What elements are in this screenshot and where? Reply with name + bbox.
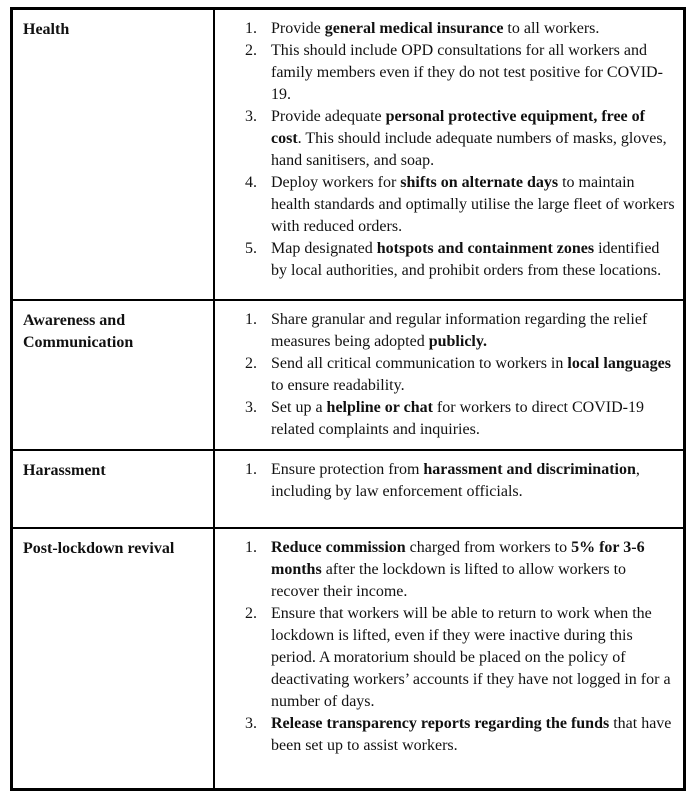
text-segment: that have been set up to assist workers.	[271, 715, 672, 754]
bold-text-segment: shifts on alternate days	[400, 174, 559, 191]
text-segment: charged from workers to	[405, 539, 572, 556]
list-item	[271, 309, 675, 353]
bold-text-segment: helpline or chat	[326, 399, 433, 416]
list-item	[271, 353, 675, 397]
category-cell	[13, 451, 215, 527]
text-segment: This should include OPD consultations for all workers and family members even if they do not test positive for COVID-19.	[271, 42, 663, 103]
list-item	[271, 537, 675, 603]
item-list	[215, 18, 675, 282]
text-segment: Provide adequate	[271, 108, 386, 125]
category-label: Health	[23, 21, 70, 38]
bold-text-segment: general medical insurance	[324, 20, 504, 37]
table-row	[13, 10, 683, 299]
item-list	[215, 309, 675, 441]
item-list	[215, 459, 675, 503]
text-segment: Ensure protection from	[271, 461, 424, 478]
text-segment: Share granular and regular information regarding the relief measures being adopted	[271, 311, 648, 350]
category-cell	[13, 529, 215, 788]
text-segment: Deploy workers for	[271, 174, 401, 191]
list-item	[271, 459, 675, 503]
text-segment: . This should include adequate numbers of masks, gloves, hand sanitisers, and soap.	[271, 130, 667, 169]
text-segment: to maintain health standards and optimally utilise the large fleet of workers with reduced orders.	[271, 174, 675, 235]
list-item	[271, 106, 675, 172]
text-segment: for workers to direct COVID-19 related complaints and inquiries.	[271, 399, 644, 438]
text-segment: identified by local authorities, and prohibit orders from these locations.	[271, 240, 662, 279]
bold-text-segment: personal protective equipment, free of cost	[271, 108, 645, 147]
text-segment: , including by law enforcement officials.	[271, 461, 640, 500]
list-item	[271, 397, 675, 441]
list-item	[271, 18, 675, 40]
item-list	[215, 537, 675, 757]
text-segment: Ensure that workers will be able to return to work when the lockdown is lifted, even if they were inactive during this period. A moratorium should be placed on the policy of deactivating workers’ accounts if they have not logged in for a number of days.	[271, 605, 671, 710]
category-label: Harassment	[23, 462, 106, 479]
items-cell	[215, 301, 683, 449]
table-row	[13, 299, 683, 449]
category-cell	[13, 301, 215, 449]
category-cell	[13, 10, 215, 299]
list-item	[271, 238, 675, 282]
text-segment: Set up a	[271, 399, 327, 416]
text-segment: Provide	[271, 20, 325, 37]
bold-text-segment: 5% for 3-6 months	[271, 539, 645, 578]
items-cell	[215, 10, 683, 299]
relief-measures-table	[10, 7, 686, 791]
text-segment: Map designated	[271, 240, 377, 257]
text-segment: Send all critical communication to workers in	[271, 355, 568, 372]
bold-text-segment: hotspots and containment zones	[376, 240, 595, 257]
text-segment: to all workers.	[503, 20, 600, 37]
table-row	[13, 527, 683, 788]
list-item	[271, 40, 675, 106]
category-label: Awareness and Communication	[23, 312, 134, 351]
table-row	[13, 449, 683, 527]
bold-text-segment: Release transparency reports regarding the funds	[271, 715, 610, 732]
list-item	[271, 172, 675, 238]
text-segment: after the lockdown is lifted to allow workers to recover their income.	[271, 561, 627, 600]
text-segment: to ensure readability.	[271, 377, 405, 394]
category-label: Post-lockdown revival	[23, 540, 175, 557]
items-cell	[215, 451, 683, 527]
items-cell	[215, 529, 683, 788]
bold-text-segment: publicly.	[428, 333, 487, 350]
bold-text-segment: harassment and discrimination	[423, 461, 636, 478]
list-item	[271, 713, 675, 757]
bold-text-segment: Reduce commission	[271, 539, 406, 556]
list-item	[271, 603, 675, 713]
bold-text-segment: local languages	[567, 355, 671, 372]
